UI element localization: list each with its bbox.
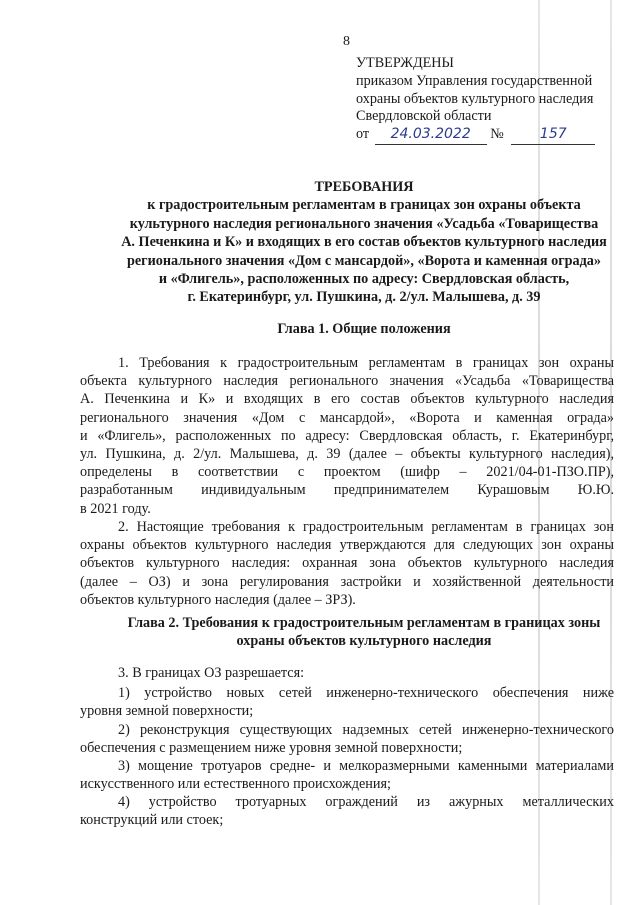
text-line: 2) реконструкция существующих надземных сетей инженерно-технического xyxy=(118,722,614,738)
text-line: и «Флигель», расположенных по адресу: Свердловская область, г. Екатеринбург, xyxy=(80,427,614,444)
text-line: искусственного или естественного происхождения; xyxy=(80,776,391,793)
paragraph-1 xyxy=(80,354,614,518)
text-line: 1. Требования к градостроительным регламентам в границах зон охраны xyxy=(118,355,614,371)
title-line: А. Печенкина и К» и входящих в его состав объектов культурного наследия xyxy=(121,234,607,251)
text-line: определены в соответствии с проектом (шифр – 2021/04-01-ПЗО.ПР), xyxy=(80,464,614,481)
chapter-2-heading xyxy=(80,614,640,651)
title-line: и «Флигель», расположенных по адресу: Свердловская область, xyxy=(158,271,570,288)
title-line: культурного наследия регионального значения «Усадьба «Товарищества xyxy=(129,215,599,232)
chapter-title: охраны объектов культурного наследия xyxy=(236,633,492,650)
date-prefix: от xyxy=(356,126,370,143)
text-line: охраны объектов культурного наследия утверждаются для следующих зон охраны xyxy=(80,537,614,554)
text-line: 3. В границах ОЗ разрешается: xyxy=(118,665,305,681)
text-line: уровня земной поверхности; xyxy=(80,703,254,720)
text-line: объектов культурного наследия: охранная зона объектов культурного наследия xyxy=(80,555,614,572)
handwritten-number: 157 xyxy=(539,126,567,143)
approval-block xyxy=(356,55,595,145)
approval-line: Свердловской области xyxy=(356,108,492,125)
text-line: 2. Настоящие требования к градостроительным регламентам в границах зон xyxy=(118,519,614,535)
chapter-title: Глава 2. Требования к градостроительным регламентам в границах зоны xyxy=(127,615,601,631)
page-number: 8 xyxy=(343,34,350,49)
text-line: обеспечения с размещением ниже уровня земной поверхности; xyxy=(80,740,463,757)
approval-line: охраны объектов культурного наследия xyxy=(356,90,594,107)
list-item xyxy=(80,793,614,829)
text-line: 1) устройство новых сетей инженерно-технического обеспечения ниже xyxy=(118,685,614,701)
text-line: регионального значения «Дом с мансардой», «Ворота и каменная ограда» xyxy=(80,409,614,426)
approval-line: приказом Управления государственной xyxy=(356,72,593,89)
chapter-title: Глава 1. Общие положения xyxy=(277,321,451,337)
list-item xyxy=(80,684,614,720)
text-line: А. Печенкина и К» и входящих в его состав объектов культурного наследия xyxy=(80,391,614,408)
paragraph-3 xyxy=(80,664,614,682)
paragraph-2 xyxy=(80,518,614,609)
list-item xyxy=(80,721,614,757)
number-field xyxy=(511,126,595,145)
title-heading: ТРЕБОВАНИЯ xyxy=(314,179,414,195)
text-line: 4) устройство тротуарных ограждений из ажурных металлических xyxy=(118,794,614,810)
approval-date-line xyxy=(356,126,595,145)
text-line: в 2021 году. xyxy=(80,500,151,517)
text-line: конструкций или стоек; xyxy=(80,812,224,829)
title-line: г. Екатеринбург, ул. Пушкина, д. 2/ул. Малышева, д. 39 xyxy=(187,289,541,306)
approval-title: УТВЕРЖДЕНЫ xyxy=(356,55,454,71)
title-line: к градостроительным регламентам в границах зон охраны объекта xyxy=(147,197,581,214)
number-prefix: № xyxy=(490,126,504,143)
date-field xyxy=(375,126,487,145)
text-line: объектов культурного наследия (далее – ЗРЗ). xyxy=(80,591,356,608)
text-line: разработанным индивидуальным предпринимателем Курашовым Ю.Ю. xyxy=(80,482,614,499)
title-line: регионального значения «Дом с мансардой», «Ворота и каменная ограда» xyxy=(126,252,601,269)
handwritten-date: 24.03.2022 xyxy=(390,126,471,143)
text-line: объекта культурного наследия регионального значения «Усадьба «Товарищества xyxy=(80,373,614,390)
document-title xyxy=(80,178,640,307)
list-item xyxy=(80,757,614,793)
text-line: ул. Пушкина, д. 2/ул. Малышева, д. 39 (далее – объекты культурного наследия), xyxy=(80,446,614,463)
chapter-1-heading xyxy=(80,320,640,338)
text-line: 3) мощение тротуаров средне- и мелкоразмерными каменными материалами xyxy=(118,758,614,774)
text-line: (далее – ОЗ) и зона регулирования застройки и хозяйственной деятельности xyxy=(80,573,614,590)
